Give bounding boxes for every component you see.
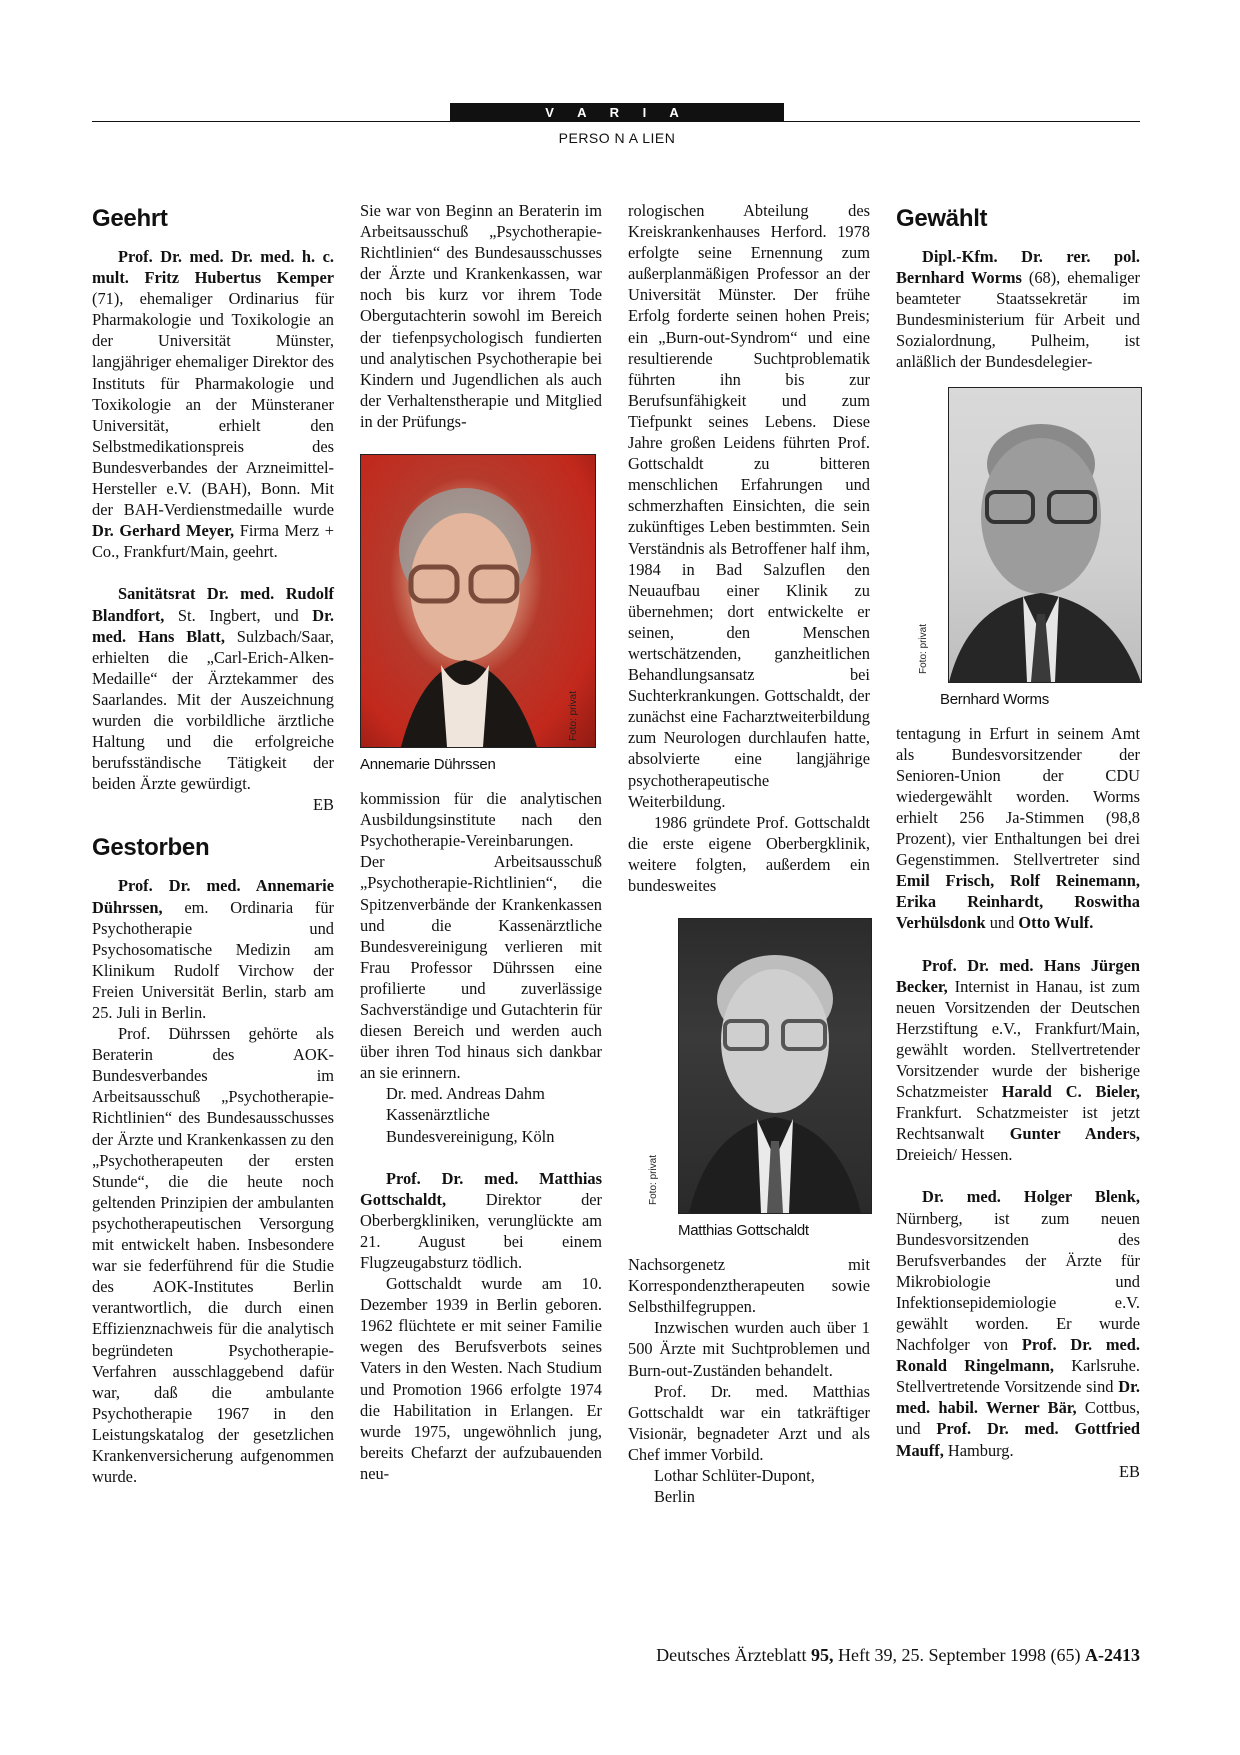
- heading-geehrt: Geehrt: [92, 205, 168, 232]
- page-footer: [500, 1644, 1140, 1666]
- photo-bernhard-worms: [918, 387, 1142, 683]
- photo-credit: Foto: privat: [918, 623, 929, 674]
- column-3: [628, 200, 870, 1507]
- header-rule: [92, 121, 1140, 122]
- paragraph-gottschaldt-6: Inzwischen wurden auch über 1 500 Ärzte mit Suchtproblemen und Burn-out-Zuständen behandelt.: [628, 1318, 870, 1380]
- photo-credit: Foto: privat: [648, 1155, 659, 1206]
- text-bieler: Frankfurt. Schatzmeister ist jetzt Rechtsanwalt: [896, 1103, 1140, 1144]
- name-worms: Dipl.-Kfm. Dr. rer. pol. Bernhard Worms: [896, 247, 1140, 288]
- text-mauff: Hamburg.: [943, 1440, 1014, 1460]
- column-1: [92, 200, 334, 1487]
- signature-eb-2: EB: [1119, 1461, 1140, 1481]
- text-baer: Cottbus, und: [896, 1398, 1140, 1439]
- caption-matthias-gottschaldt: Matthias Gottschaldt: [678, 1222, 809, 1240]
- paragraph-gottschaldt: [360, 1168, 602, 1273]
- paragraph-becker: [896, 955, 1140, 1166]
- text-kemper: (71), ehemaliger Ordinarius für Pharmakologie und Toxikologie an der Universität Münster, langjähriger ehemaliger Direktor des Instituts für Pharmakologie und Toxikologie an der Münsteraner Universität, erhielt den Selbstmedikationspreis des Bundesverbandes der Arzneimittel-Hersteller e.V. (BAH), Bonn. Mit der BAH-Verdienstmedaille wurde: [92, 289, 334, 520]
- signature-schlueter-dupont-2: Berlin: [654, 1487, 695, 1507]
- heading-gestorben: Gestorben: [92, 834, 210, 862]
- paragraph-gottschaldt-2: Gottschaldt wurde am 10. Dezember 1939 in Berlin geboren. 1962 flüchtete er mit seiner Familie wegen des Berufsverbots seines Vaters in den Westen. Nach Studium und Promotion 1966 erfolgte 1974 die Habilitation in Erlangen. Er wurde 1975, ungewöhnlich jung, bereits Chefarzt der aufzubauenden neu-: [360, 1274, 602, 1483]
- paragraph-duehrssen-3: Sie war von Beginn an Beraterin im Arbeitsausschuß „Psychotherapie-Richtlinien“ des Bundesausschusses der Ärzte und Krankenkassen, war noch bis kurz vor ihrem Tode Obergutachterin sowohl im Bereich der tiefenpsychologisch fundierten und analytischen Psychotherapie bei Kindern und Jugendlichen als auch der Verhaltenstherapie und Mitglied in der Prüfungs-: [360, 201, 602, 431]
- paragraph-duehrssen: [92, 875, 334, 1023]
- name-wulf: Otto Wulf.: [1018, 913, 1094, 933]
- name-baer: Dr. med. habil. Werner Bär,: [896, 1377, 1140, 1418]
- section-label-varia: V A R I A: [450, 103, 784, 122]
- signature-dahm-2: Kassenärztliche: [386, 1105, 490, 1125]
- footer-issue: Heft 39, 25. September 1998 (65): [833, 1645, 1085, 1665]
- name-mauff: Prof. Dr. med. Gottfried Mauff,: [896, 1419, 1140, 1460]
- name-duehrssen: Prof. Dr. med. Annemarie Dührssen,: [92, 876, 334, 917]
- caption-annemarie-duehrssen: Annemarie Dührssen: [360, 756, 496, 774]
- caption-bernhard-worms: Bernhard Worms: [940, 690, 1049, 708]
- paragraph-blenk: [896, 1186, 1140, 1460]
- photo-credit: Foto: privat: [568, 691, 579, 742]
- photo-annemarie-duehrssen: [360, 454, 596, 748]
- paragraph-kemper: [92, 246, 334, 562]
- portrait-illustration: [361, 455, 595, 747]
- name-meyer: Dr. Gerhard Meyer,: [92, 521, 235, 541]
- heading-gewaehlt: Gewählt: [896, 205, 988, 232]
- paragraph-duehrssen-2: Prof. Dührssen gehörte als Beraterin des AOK-Bundesverbandes im Arbeitsausschuß „Psychotherapie-Richtlinien“ des Bundesausschusses der Ärzte und Krankenkassen zu den „Psychotherapeuten der ersten Stunde“, die die heute noch geltenden Prinzipien der ambulanten psychotherapeutischen Versorgung mit entwickelt haben. Insbesondere war sie federführend für die Studie des AOK-Institutes Berlin verantwortlich, die durch einen Effizienznachweis für die analytisch begründeten Psychotherapie-Verfahren ausschlaggebend dafür war, daß die ambulante Psychotherapie 1967 in den Leistungskatalog der gesetzlichen Krankenversicherung aufgenommen wurde.: [92, 1024, 334, 1487]
- text-becker: Internist in Hanau, ist zum neuen Vorsitzenden der Deutschen Herzstiftung e.V., Frankfurt/Main, gewählt worden. Stellvertretender Vorsitzender wurde der bisherige Schatzmeister: [896, 976, 1140, 1102]
- paragraph-gottschaldt-5: Nachsorgenetz mit Korrespondenztherapeuten sowie Selbsthilfegruppen.: [628, 1255, 870, 1317]
- name-bieler: Harald C. Bieler,: [1001, 1082, 1140, 1102]
- paragraph-duehrssen-4: kommission für die analytischen Ausbildungsinstitute nach den Psychotherapie-Vereinbarungen. Der Arbeitsausschuß „Psychotherapie-Richtlinien“, die Spitzenverbände der Krankenkassen und die Kassenärztliche Bundesvereinigung verlieren mit Frau Professor Dührssen eine profilierte und zuverlässige Sachverständige und Gutachterin für diesen Bereich und werden auch über ihren Tod hinaus sich dankbar an sie erinnern.: [360, 789, 602, 1083]
- name-gottschaldt: Prof. Dr. med. Matthias Gottschaldt,: [360, 1168, 602, 1209]
- name-blenk: Dr. med. Holger Blenk,: [922, 1187, 1140, 1207]
- text-und: und: [985, 913, 1019, 933]
- text-anders: Dreieich/ Hessen.: [896, 1145, 1013, 1165]
- portrait-illustration: [949, 388, 1141, 682]
- subsection-label-personalien: PERSO N A LIEN: [558, 130, 676, 146]
- paragraph-blandfort: [92, 583, 334, 794]
- paragraph-worms-2: [896, 723, 1140, 934]
- name-kemper: Prof. Dr. med. Dr. med. h. c. mult. Fritz Hubertus Kemper: [92, 247, 334, 288]
- name-blandfort: Sanitätsrat Dr. med. Rudolf Blandfort,: [92, 584, 334, 625]
- signature-eb: EB: [313, 795, 334, 815]
- text-blenk: Nürnberg, ist zum neuen Bundesvorsitzenden des Berufsverbandes der Ärzte für Mikrobiologie und Infektionsepidemiologie e.V. gewählt worden. Er wurde Nachfolger von: [896, 1208, 1140, 1355]
- text-duehrssen: em. Ordinaria für Psychotherapie und Psychosomatische Medizin am Klinikum Rudolf Virchow der Freien Universität Berlin, starb am 25. Juli in Berlin.: [92, 897, 334, 1022]
- text-blatt: Sulzbach/Saar, erhielten die „Carl-Erich-Alken-Medaille“ der Ärztekammer des Saarlandes. Mit der Auszeichnung wurden die vorbildliche ärztliche Haltung und die erfolgreiche berufsständische Tätigkeit der beiden Ärzte gewürdigt.: [92, 626, 334, 794]
- paragraph-gottschaldt-3: rologischen Abteilung des Kreiskrankenhauses Herford. 1978 erfolgte seine Ernennung zum außerplanmäßigen Professor an der Universität Münster. Der frühe Erfolg forderte seinen hohen Preis; ein „Burn-out-Syndrom“ und eine resultierende Suchtproblematik führten ihn bis zur Berufsunfähigkeit und zum Tiefpunkt seines Lebens. Diese Jahre großen Leidens führten Prof. Gottschaldt zu bitteren menschlichen Erfahrungen und schmerzhaften Einsichten, die sein zukünftiges Leben bestimmten. Sein Verständnis als Betroffener half ihm, 1984 in Bad Salzuflen den Neuaufbau einer Klinik zu übernehmen; dort entwickelte er seinen, den Menschen wertschätzenden, ganzheitlichen Behandlungsansatz bei Suchterkrankungen. Gottschaldt, der zunächst eine Facharztweiterbildung zum Neurologen durchlaufen hatte, absolvierte eine langjährige psychotherapeutische Weiterbildung.: [628, 201, 870, 811]
- signature-dahm-3: Bundesvereinigung, Köln: [386, 1126, 555, 1146]
- paragraph-gottschaldt-7: Prof. Dr. med. Matthias Gottschaldt war ein tatkräftiger Visionär, begnadeter Arzt und als Chef immer Vorbild.: [628, 1381, 870, 1464]
- signature-schlueter-dupont-1: Lothar Schlüter-Dupont,: [654, 1466, 815, 1486]
- text-ringelmann: Karlsruhe. Stellvertretende Vorsitzende sind: [896, 1356, 1140, 1397]
- name-blatt: Dr. med. Hans Blatt,: [92, 605, 334, 646]
- text-gottschaldt: Direktor der Oberbergkliniken, verunglückte am 21. August bei einem Flugzeugabsturz tödlich.: [360, 1189, 602, 1272]
- paragraph-worms: [896, 246, 1140, 373]
- footer-page-number: A-2413: [1085, 1645, 1140, 1665]
- text-blandfort: St. Ingbert, und: [164, 605, 313, 625]
- column-2: [360, 200, 602, 1484]
- photo-matthias-gottschaldt: [648, 918, 872, 1214]
- text-worms: (68), ehemaliger beamteter Staatssekretär im Bundesministerium für Arbeit und Sozialordnung, Pulheim, ist anläßlich der Bundesdelegier-: [896, 268, 1141, 372]
- footer-journal: Deutsches Ärzteblatt: [656, 1645, 812, 1665]
- paragraph-gottschaldt-4: 1986 gründete Prof. Gottschaldt die erste eigene Oberbergklinik, weitere folgten, außerdem ein bundesweites: [628, 812, 870, 895]
- name-ringelmann: Prof. Dr. med. Ronald Ringelmann,: [896, 1335, 1140, 1376]
- names-stellvertreter: Emil Frisch, Rolf Reinemann, Erika Reinhardt, Roswitha Verhülsdonk: [896, 871, 1140, 933]
- name-anders: Gunter Anders,: [1009, 1124, 1140, 1144]
- footer-volume: 95,: [811, 1645, 834, 1665]
- name-becker: Prof. Dr. med. Hans Jürgen Becker,: [896, 955, 1140, 996]
- column-4: [896, 200, 1140, 1482]
- signature-dahm-1: Dr. med. Andreas Dahm: [386, 1084, 545, 1104]
- text-worms-2: tentagung in Erfurt in seinem Amt als Bundesvorsitzender der Senioren-Union der CDU wiedergewählt worden. Worms erhielt 256 Ja-Stimmen (98,8 Prozent), vier Enthaltungen bei drei Gegenstimmen. Stellvertreter sind: [896, 723, 1140, 870]
- text-meyer: Firma Merz + Co., Frankfurt/Main, geehrt.: [92, 521, 334, 562]
- portrait-illustration: [679, 919, 871, 1213]
